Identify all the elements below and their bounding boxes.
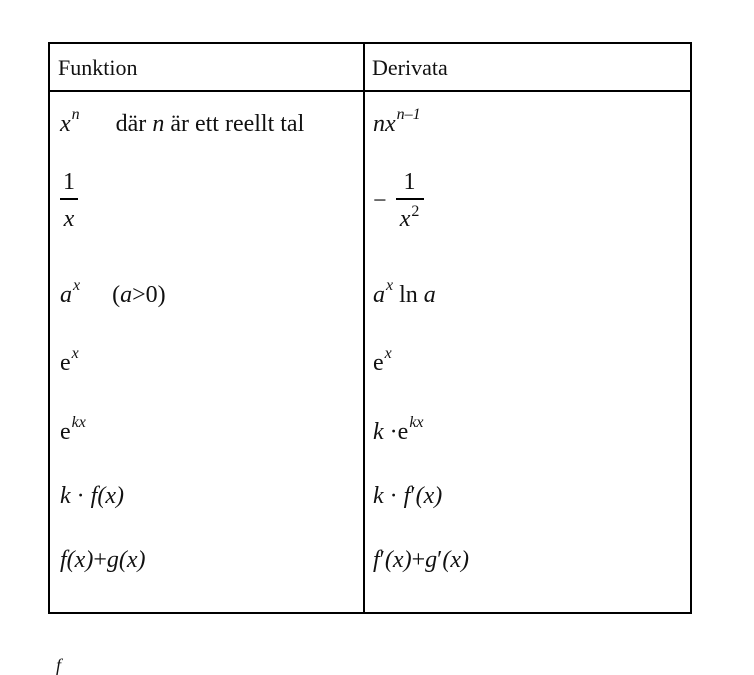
row-7-derivative-f-args: (x) [384,547,412,573]
row-7-function-g-name: g [106,547,119,573]
row-1-function-base: x [60,111,71,137]
row-4-derivative-exp: x [384,345,392,362]
row-6-function-coef: k [60,483,71,509]
row-2-function-fraction-bar [60,198,78,200]
row-2-function [60,170,78,231]
row-5-function-base: e [60,419,71,445]
row-7-function [60,546,146,574]
derivative-column-header: Derivata [372,55,448,80]
row-6-function-dot: · [76,483,85,509]
row-3-condition-var: a [120,282,133,308]
row-4-derivative [373,345,392,380]
row-3-derivative-exp: x [386,277,394,294]
row-6-derivative-name: f [403,483,411,509]
row-7-function-plus: + [93,547,107,573]
row-1-derivative-exp: n–1 [396,106,421,123]
row-3-derivative-arg: a [423,282,436,308]
row-3-function [60,277,166,312]
row-6-function-name: f [90,483,98,509]
row-2-function-numerator: 1 [63,169,75,195]
row-1-note-rest: är ett reellt tal [170,111,305,137]
row-3-derivative-base: a [373,282,385,308]
row-2-function-fraction [60,170,78,231]
row-2-derivative [373,170,424,234]
row-6-derivative-args: (x) [415,483,443,509]
row-3-function-exp: x [73,277,81,294]
row-3-condition-close: ) [157,282,166,308]
row-6-derivative [373,482,442,510]
row-5-function-exp: kx [71,414,86,431]
row-3-condition-op: >0 [132,282,158,308]
row-3-condition-open: ( [112,282,121,308]
row-1-note-start: där [115,111,147,137]
row-1-derivative [373,106,421,141]
row-7-derivative-f-name: f [373,547,380,573]
row-7-derivative-g-prime: ′ [437,547,443,573]
row-2-function-denominator: x [63,205,75,232]
row-1-derivative-base: x [385,111,396,137]
row-2-derivative-numerator: 1 [403,169,416,195]
row-6-function [60,482,124,510]
header-divider [50,90,690,92]
row-5-derivative-base: e [397,419,409,445]
row-2-derivative-minus: − [373,187,387,214]
row-2-derivative-fraction-bar [396,198,424,200]
row-1-function [60,106,305,141]
row-3-function-base: a [60,282,72,308]
row-7-function-g-args: (x) [118,547,146,573]
function-column-header: Funktion [58,55,138,80]
row-7-function-f-args: (x) [66,547,94,573]
row-7-derivative-g-args: (x) [442,547,469,573]
row-5-derivative-exp: kx [409,414,424,431]
row-4-derivative-base: e [373,350,384,376]
row-4-function [60,345,79,380]
column-divider [363,44,365,612]
row-7-derivative-plus: + [411,547,426,573]
row-2-derivative-denominator-exp: 2 [411,202,420,220]
row-3-derivative [373,277,436,312]
row-5-derivative-coef: k [373,419,384,445]
derivative-table [48,42,692,614]
row-7-derivative [373,546,469,574]
row-2-derivative-fraction [396,170,424,234]
row-5-derivative [373,414,424,449]
row-7-function-f-name: f [60,547,67,573]
row-1-derivative-coef: n [373,111,385,137]
row-2-derivative-denominator-base: x [399,205,411,232]
row-1-function-exp: n [71,106,80,123]
row-6-derivative-dot: · [389,483,398,509]
row-6-derivative-coef: k [373,483,384,509]
row-4-function-exp: x [71,345,79,362]
row-7-derivative-g-name: g [425,547,438,573]
row-5-function [60,414,86,449]
row-7-derivative-f-prime: ′ [379,547,385,573]
row-4-function-base: e [60,350,71,376]
row-5-derivative-dot: · [389,419,398,445]
row-6-function-args: (x) [97,483,124,509]
cropped-next-formula-mark: f [56,655,62,675]
row-3-derivative-ln: ln [399,282,418,308]
row-6-derivative-prime: ′ [410,483,416,509]
row-2-derivative-denominator [396,202,424,234]
row-1-note-var: n [152,111,165,137]
